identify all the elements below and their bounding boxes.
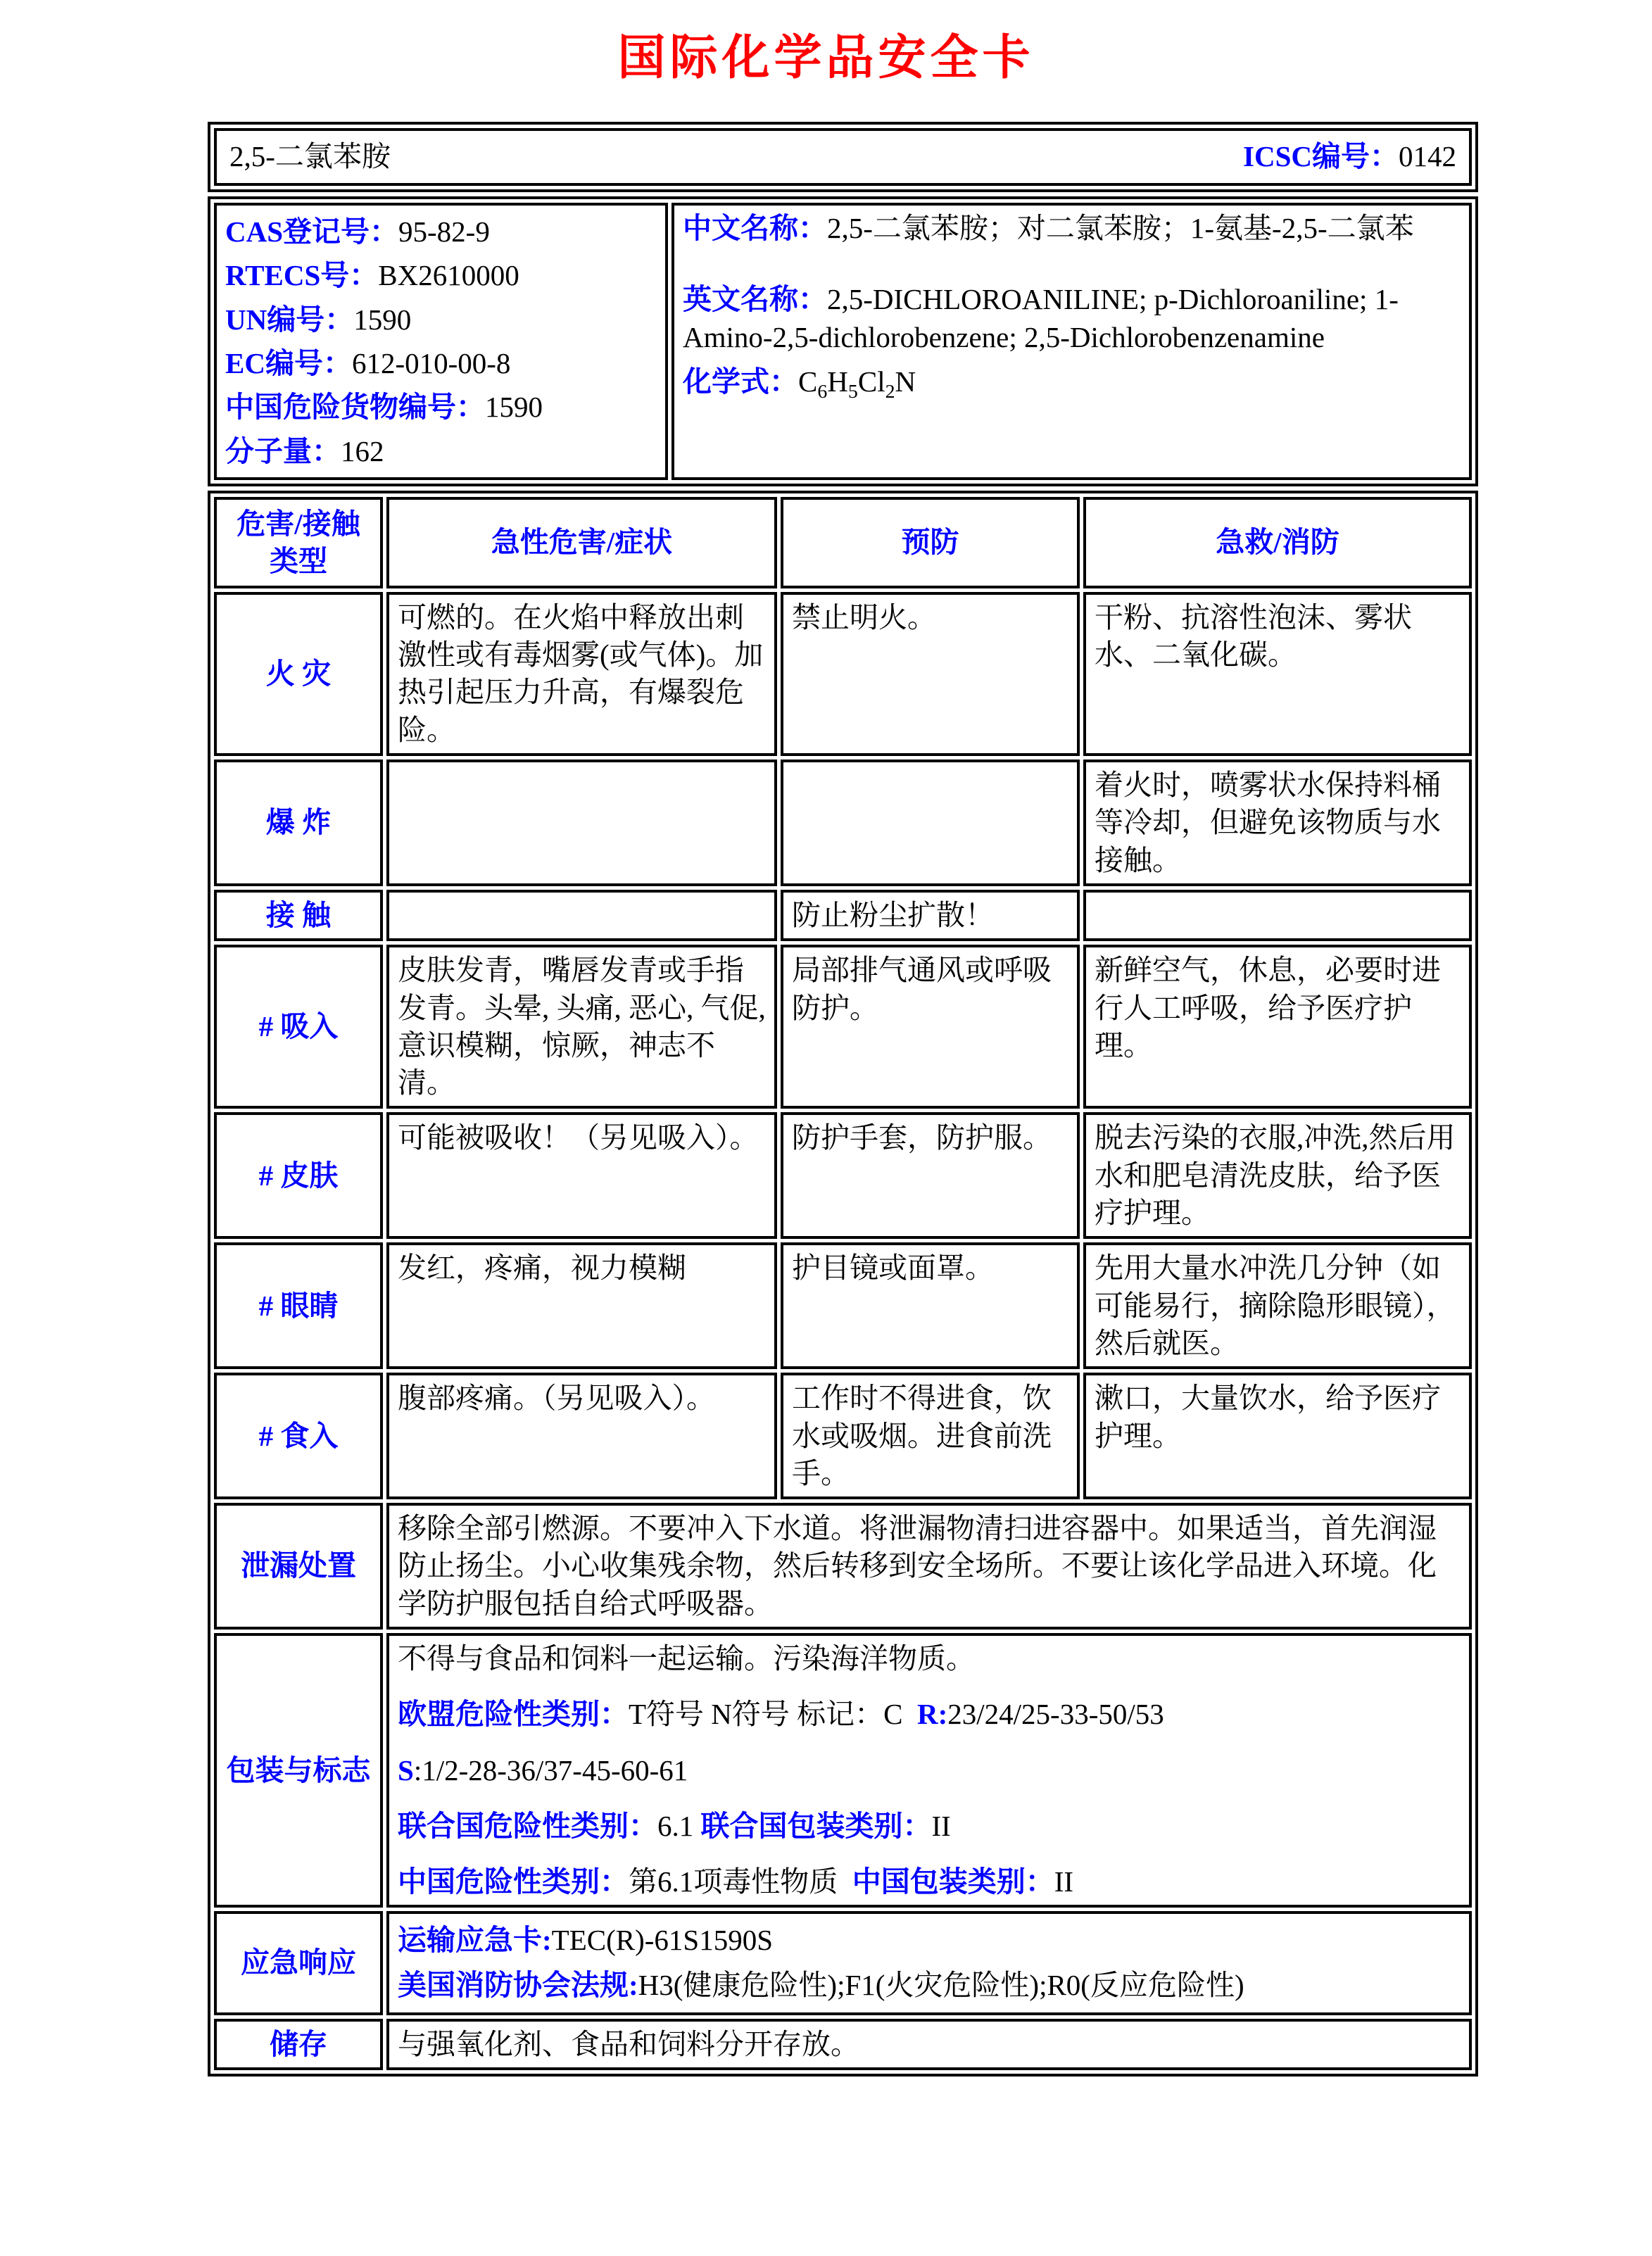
identifier-table <box>208 196 1478 486</box>
page-title: 国际化学品安全卡 <box>617 31 1035 84</box>
un-line <box>225 298 657 341</box>
cas-value: 95-82-9 <box>398 215 490 248</box>
identifier-numbers-cell <box>214 203 668 480</box>
ingestion-label: # 食入 <box>214 1373 383 1499</box>
skin-prevention: 防护手套，防护服。 <box>781 1112 1080 1239</box>
storage-row <box>214 2019 1472 2070</box>
packaging-cell <box>386 1633 1472 1908</box>
formula-c-sub: 6 <box>817 381 828 403</box>
explosion-row <box>214 760 1472 886</box>
formula-cl: Cl <box>857 365 885 398</box>
cn-class-value: 第6.1项毒性物质 <box>629 1865 838 1898</box>
skin-response: 脱去污染的衣服,冲洗,然后用水和肥皂清洗皮肤，给予医疗护理。 <box>1083 1112 1472 1239</box>
header-prevention: 预防 <box>781 497 1080 588</box>
eyes-symptoms: 发红，疼痛，视力模糊 <box>386 1242 777 1369</box>
hazard-table <box>208 491 1478 2077</box>
explosion-prevention <box>781 760 1080 886</box>
eyes-label: # 眼睛 <box>214 1242 383 1369</box>
title-table <box>208 122 1478 192</box>
mol-weight-line <box>225 429 657 473</box>
title-row <box>214 128 1472 186</box>
nfpa-line <box>398 1963 1461 2008</box>
fire-symptoms: 可燃的。在火焰中释放出刺激性或有毒烟雾(或气体)。加热引起压力升高，有爆裂危险。 <box>386 592 777 756</box>
formula-label: 化学式： <box>683 365 798 398</box>
mol-weight-label: 分子量： <box>225 434 341 467</box>
r-phrases-label: R: <box>917 1698 948 1731</box>
un-class-line <box>398 1808 1461 1845</box>
rtecs-label: RTECS号： <box>225 259 379 292</box>
fire-row <box>214 592 1472 756</box>
formula-line <box>683 363 1461 405</box>
eyes-row <box>214 1242 1472 1369</box>
eu-hazard-label: 欧盟危险性类别： <box>398 1698 629 1731</box>
inhalation-symptoms: 皮肤发青，嘴唇发青或手指发青。头晕, 头痛, 恶心, 气促, 意识模糊，惊厥，神志不清。 <box>386 945 777 1109</box>
un-pack-label: 联合国包装类别： <box>700 1809 932 1842</box>
ingestion-row <box>214 1373 1472 1499</box>
s-phrases-label: S <box>398 1753 414 1786</box>
chemical-name: 2,5-二氯苯胺 <box>229 140 391 173</box>
ec-line <box>225 341 657 385</box>
eu-hazard-line <box>398 1696 1461 1733</box>
inhalation-response: 新鲜空气，休息，必要时进行人工呼吸，给予医疗护理。 <box>1083 945 1472 1109</box>
s-phrases-line <box>398 1752 1461 1789</box>
un-label: UN编号： <box>225 303 354 336</box>
ingestion-symptoms: 腹部疼痛。（另见吸入）。 <box>386 1373 777 1499</box>
english-name-label: 英文名称： <box>683 283 827 316</box>
cn-class-label: 中国危险性类别： <box>398 1865 629 1898</box>
inhalation-prevention: 局部排气通风或呼吸防护。 <box>781 945 1080 1109</box>
cn-spacer <box>838 1865 852 1898</box>
card-content <box>208 122 1478 2077</box>
formula-h-sub: 5 <box>847 381 858 403</box>
un-class-value: 6.1 <box>657 1809 694 1842</box>
china-dg-value: 1590 <box>485 391 543 424</box>
formula-n: N <box>895 365 916 398</box>
identifier-row <box>214 203 1472 480</box>
cas-label: CAS登记号： <box>225 215 399 248</box>
cn-class-line <box>398 1863 1461 1901</box>
rtecs-line <box>225 253 657 297</box>
cn-pack-value: II <box>1054 1865 1074 1898</box>
contact-symptoms <box>386 890 777 941</box>
english-name-value: 2,5-DICHLOROANILINE; p-Dichloroaniline; 1-Amino-2,5-dichlorobenzene; 2,5-Dichlorobenzenamine <box>683 283 1399 353</box>
eu-spacer <box>903 1698 918 1730</box>
un-pack-value: II <box>931 1809 951 1842</box>
identifier-names-cell <box>671 203 1472 480</box>
ec-value: 612-010-00-8 <box>351 346 511 379</box>
r-phrases-value: 23/24/25-33-50/53 <box>947 1698 1164 1731</box>
emergency-label: 应急响应 <box>214 1911 383 2015</box>
formula-c: C <box>798 365 818 398</box>
formula-cl-sub: 2 <box>885 381 895 403</box>
ec-label: EC编号： <box>225 346 352 379</box>
explosion-label: 爆 炸 <box>214 760 383 886</box>
storage-label: 储存 <box>214 2019 383 2070</box>
formula-h: H <box>827 365 848 398</box>
header-symptoms: 急性危害/症状 <box>386 497 777 588</box>
skin-row <box>214 1112 1472 1239</box>
emergency-row <box>214 1911 1472 2015</box>
nfpa-label: 美国消防协会法规: <box>398 1969 638 2002</box>
hazard-header-row <box>214 497 1472 588</box>
packaging-label: 包装与标志 <box>214 1633 383 1908</box>
spill-text: 移除全部引燃源。不要冲入下水道。将泄漏物清扫进容器中。如果适当，首先润湿防止扬尘。小心收集残余物，然后转移到安全场所。不要让该化学品进入环境。化学防护服包括自给式呼吸器。 <box>386 1503 1472 1630</box>
ingestion-response: 漱口，大量饮水，给予医疗护理。 <box>1083 1373 1472 1499</box>
un-spacer <box>693 1810 700 1842</box>
cn-pack-label: 中国包装类别： <box>852 1865 1054 1898</box>
storage-text: 与强氧化剂、食品和饲料分开存放。 <box>386 2019 1472 2070</box>
contact-response <box>1083 890 1472 941</box>
english-name-line <box>683 281 1461 356</box>
rtecs-value: BX2610000 <box>378 259 519 292</box>
inhalation-row <box>214 945 1472 1109</box>
spill-row <box>214 1503 1472 1630</box>
chinese-name-value: 2,5-二氯苯胺；对二氯苯胺；1-氨基-2,5-二氯苯 <box>827 212 1414 244</box>
transport-card-line <box>398 1918 1461 1963</box>
fire-label: 火 灾 <box>214 592 383 756</box>
packaging-row <box>214 1633 1472 1908</box>
chinese-name-label: 中文名称： <box>683 212 827 244</box>
contact-row <box>214 890 1472 941</box>
skin-symptoms: 可能被吸收！（另见吸入）。 <box>386 1112 777 1239</box>
title-row-cell <box>214 128 1472 186</box>
fire-prevention: 禁止明火。 <box>781 592 1080 756</box>
un-value: 1590 <box>353 303 412 336</box>
spill-label: 泄漏处置 <box>214 1503 383 1630</box>
transport-card-value: TEC(R)-61S1590S <box>551 1924 774 1957</box>
emergency-cell <box>386 1911 1472 2015</box>
fire-response: 干粉、抗溶性泡沫、雾状水、二氧化碳。 <box>1083 592 1472 756</box>
contact-prevention: 防止粉尘扩散！ <box>781 890 1080 941</box>
icsc-label: ICSC编号： <box>1243 140 1399 173</box>
chinese-name-line <box>683 210 1461 247</box>
ingestion-prevention: 工作时不得进食，饮水或吸烟。进食前洗手。 <box>781 1373 1080 1499</box>
skin-label: # 皮肤 <box>214 1112 383 1239</box>
mol-weight-value: 162 <box>341 434 384 467</box>
s-phrases-value: :1/2-28-36/37-45-60-61 <box>413 1753 688 1786</box>
cas-line <box>225 210 657 253</box>
icsc-number-group <box>1243 138 1456 175</box>
header-response: 急救/消防 <box>1083 497 1472 588</box>
header-hazard-type: 危害/接触类型 <box>214 497 383 588</box>
contact-label: 接 触 <box>214 890 383 941</box>
china-dg-label: 中国危险货物编号： <box>225 391 485 424</box>
icsc-number: 0142 <box>1399 140 1456 173</box>
nfpa-value: H3(健康危险性);F1(火灾危险性);R0(反应危险性) <box>638 1969 1244 2002</box>
packaging-transport-note: 不得与食品和饲料一起运输。污染海洋物质。 <box>398 1642 975 1675</box>
china-dg-line <box>225 385 657 429</box>
un-class-label: 联合国危险性类别： <box>398 1809 657 1842</box>
eyes-prevention: 护目镜或面罩。 <box>781 1242 1080 1369</box>
explosion-response: 着火时，喷雾状水保持料桶等冷却，但避免该物质与水接触。 <box>1083 760 1472 886</box>
inhalation-label: # 吸入 <box>214 945 383 1109</box>
transport-card-label: 运输应急卡: <box>398 1924 552 1957</box>
explosion-symptoms <box>386 760 777 886</box>
eu-hazard-value: T符号 N符号 标记：C <box>629 1698 903 1731</box>
eyes-response: 先用大量水冲洗几分钟（如可能易行，摘除隐形眼镜），然后就医。 <box>1083 1242 1472 1369</box>
